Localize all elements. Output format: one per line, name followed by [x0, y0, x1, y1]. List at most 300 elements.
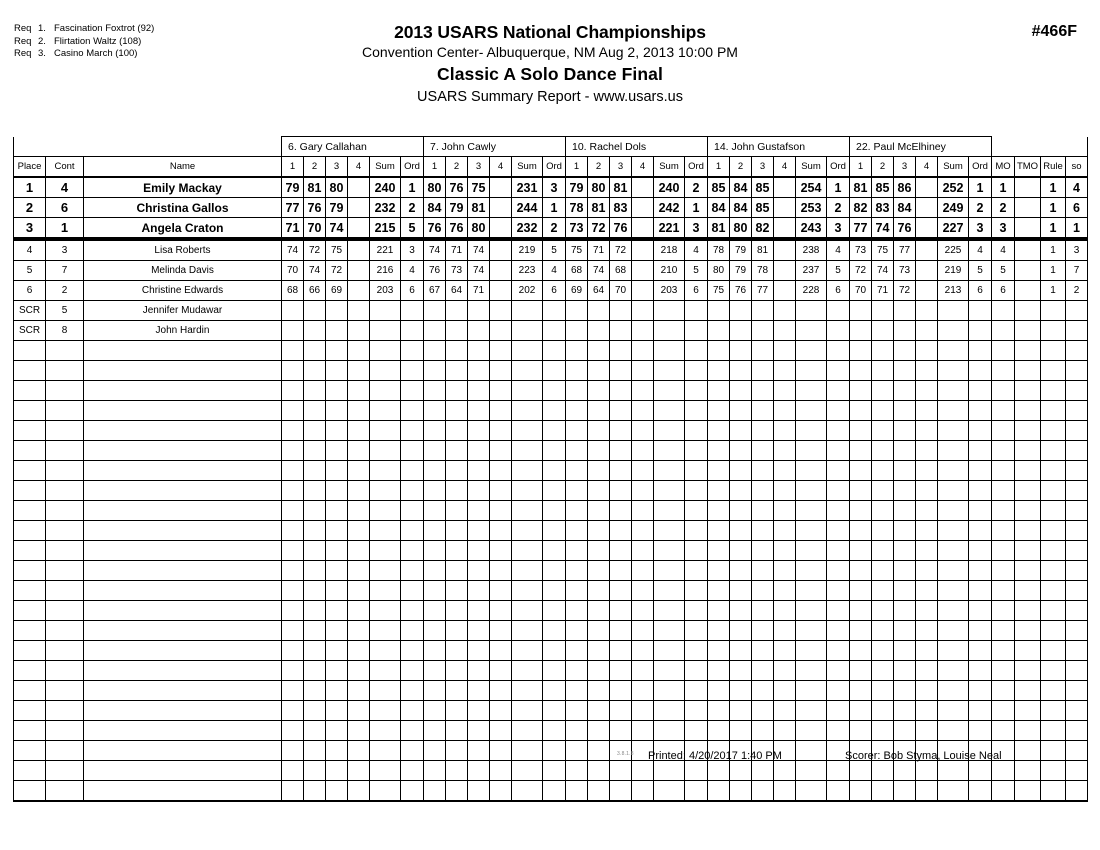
cell-empty: [446, 781, 468, 802]
table-row-empty[interactable]: [14, 701, 1088, 721]
cell-skater-name: [84, 761, 282, 781]
cell-empty: [304, 441, 326, 461]
table-row-empty[interactable]: [14, 601, 1088, 621]
cell-empty: [938, 761, 969, 781]
cell-skater-name: [84, 401, 282, 421]
cell-empty: [938, 681, 969, 701]
cell-judge5-ord: [969, 301, 992, 321]
cell-judge3-score3: 83: [610, 198, 632, 218]
cell-empty: [468, 481, 490, 501]
table-row-empty[interactable]: [14, 421, 1088, 441]
cell-empty: [916, 701, 938, 721]
cell-judge5-score2: 74: [872, 261, 894, 281]
cell-empty: [326, 641, 348, 661]
cell-judge3-score4: [632, 239, 654, 261]
cell-empty: [752, 641, 774, 661]
cell-empty: [326, 761, 348, 781]
cell-empty: [872, 681, 894, 701]
cell-skater-name: Melinda Davis: [84, 261, 282, 281]
table-row-empty[interactable]: [14, 641, 1088, 661]
cell-empty: [543, 601, 566, 621]
header-judge3-score4: 4: [632, 157, 654, 178]
cell-empty: [894, 381, 916, 401]
cell-empty: [468, 501, 490, 521]
cell-empty: [1066, 341, 1088, 361]
cell-judge3-score3: [610, 301, 632, 321]
cell-skater-name: [84, 541, 282, 561]
cell-empty: [850, 361, 872, 381]
cell-judge3-ord: 5: [685, 261, 708, 281]
cell-empty: [348, 661, 370, 681]
cell-judge2-score1: 74: [424, 239, 446, 261]
cell-empty: [512, 781, 543, 802]
cell-empty: [752, 521, 774, 541]
cell-empty: [992, 521, 1015, 541]
cell-empty: [370, 721, 401, 741]
cell-judge3-score3: [610, 321, 632, 341]
cell-empty: [894, 501, 916, 521]
header-judge2-score2: 2: [446, 157, 468, 178]
cell-empty: [992, 661, 1015, 681]
cell-judge5-ord: 3: [969, 218, 992, 240]
cell-empty: [916, 621, 938, 641]
cell-empty: [752, 781, 774, 802]
header-judge2-score1: 1: [424, 157, 446, 178]
cell-empty: [916, 501, 938, 521]
cell-empty: [512, 421, 543, 441]
cell-empty: [992, 541, 1015, 561]
cell-judge5-score4: [916, 281, 938, 301]
cell-empty: [588, 401, 610, 421]
cell-empty: [654, 541, 685, 561]
cell-empty: [304, 681, 326, 701]
cell-empty: [512, 341, 543, 361]
cell-empty: [827, 501, 850, 521]
header-judge5-score3: 3: [894, 157, 916, 178]
cell-judge5-score2: 74: [872, 218, 894, 240]
header-judge2-sum: Sum: [512, 157, 543, 178]
table-row-empty[interactable]: [14, 681, 1088, 701]
cell-judge3-score3: 81: [610, 177, 632, 198]
cell-empty: [938, 661, 969, 681]
cell-empty: [685, 441, 708, 461]
cell-judge2-ord: 1: [543, 198, 566, 218]
cell-skater-name: [84, 501, 282, 521]
cell-empty: [1041, 381, 1066, 401]
cell-empty: [1015, 741, 1041, 761]
cell-empty: [588, 761, 610, 781]
cell-empty: [632, 641, 654, 661]
cell-place: 2: [14, 198, 46, 218]
header-judge3-score2: 2: [588, 157, 610, 178]
header-judge4-score4: 4: [774, 157, 796, 178]
cell-judge3-score2: [588, 301, 610, 321]
cell-empty: [685, 621, 708, 641]
cell-empty: [827, 441, 850, 461]
cell-judge4-ord: [827, 301, 850, 321]
cell-empty: [490, 581, 512, 601]
cell-mo: [992, 321, 1015, 341]
cell-empty: [1066, 521, 1088, 541]
judge-name-5: 22. Paul McElhiney: [850, 137, 992, 157]
cell-judge3-score1: 78: [566, 198, 588, 218]
cell-empty: [992, 621, 1015, 641]
cell-empty: [401, 341, 424, 361]
cell-empty: [992, 401, 1015, 421]
cell-judge3-score4: [632, 218, 654, 240]
cell-empty: [446, 701, 468, 721]
cell-empty: [894, 681, 916, 701]
cell-skater-name: [84, 481, 282, 501]
cell-empty: [282, 681, 304, 701]
cell-empty: [1015, 461, 1041, 481]
cell-empty: [685, 561, 708, 581]
cell-judge2-ord: [543, 301, 566, 321]
cell-judge1-sum: 221: [370, 239, 401, 261]
cell-empty: [730, 761, 752, 781]
requirement-text: Fascination Foxtrot (92): [54, 23, 155, 34]
cell-empty: [774, 601, 796, 621]
cell-empty: [992, 581, 1015, 601]
cell-empty: [348, 461, 370, 481]
cell-empty: [827, 521, 850, 541]
cell-empty: [1015, 581, 1041, 601]
score-sheet: [13, 136, 1088, 802]
cell-empty: [401, 721, 424, 741]
cell-judge5-score3: [894, 321, 916, 341]
cell-empty: [282, 421, 304, 441]
cell-empty: [424, 581, 446, 601]
cell-empty: [543, 461, 566, 481]
cell-judge5-score1: 77: [850, 218, 872, 240]
cell-empty: [916, 581, 938, 601]
cell-empty: [730, 621, 752, 641]
cell-judge1-score3: 79: [326, 198, 348, 218]
cell-empty: [1066, 501, 1088, 521]
cell-empty: [282, 581, 304, 601]
cell-judge3-score1: [566, 321, 588, 341]
cell-empty: [401, 781, 424, 802]
cell-empty: [1041, 441, 1066, 461]
table-row[interactable]: [14, 218, 1088, 240]
cell-empty: [752, 661, 774, 681]
cell-empty: [708, 681, 730, 701]
cell-empty: [796, 541, 827, 561]
cell-place: [14, 661, 46, 681]
cell-empty: [543, 621, 566, 641]
cell-judge1-ord: 5: [401, 218, 424, 240]
cell-empty: [1015, 661, 1041, 681]
cell-judge4-score4: [774, 321, 796, 341]
table-row-empty[interactable]: [14, 341, 1088, 361]
cell-empty: [796, 661, 827, 681]
cell-empty: [872, 721, 894, 741]
table-row-empty[interactable]: [14, 521, 1088, 541]
cell-empty: [610, 461, 632, 481]
cell-empty: [543, 701, 566, 721]
cell-judge1-score3: 75: [326, 239, 348, 261]
cell-empty: [446, 721, 468, 741]
cell-judge2-score4: [490, 281, 512, 301]
table-row[interactable]: [14, 261, 1088, 281]
cell-judge2-score4: [490, 261, 512, 281]
cell-empty: [1041, 581, 1066, 601]
table-row-empty[interactable]: [14, 401, 1088, 421]
cell-empty: [774, 341, 796, 361]
cell-empty: [446, 421, 468, 441]
cell-judge4-score3: 82: [752, 218, 774, 240]
cell-judge2-score4: [490, 321, 512, 341]
cell-empty: [632, 541, 654, 561]
cell-judge1-score2: [304, 321, 326, 341]
cell-empty: [654, 681, 685, 701]
cell-empty: [610, 441, 632, 461]
table-row[interactable]: [14, 239, 1088, 261]
table-row[interactable]: [14, 177, 1088, 198]
cell-empty: [424, 681, 446, 701]
cell-empty: [850, 701, 872, 721]
cell-empty: [774, 381, 796, 401]
cell-judge5-score4: [916, 261, 938, 281]
cell-judge2-sum: [512, 321, 543, 341]
cell-empty: [543, 761, 566, 781]
cell-judge4-score4: [774, 239, 796, 261]
cell-empty: [752, 541, 774, 561]
cell-skater-name: [84, 641, 282, 661]
cell-judge4-score4: [774, 198, 796, 218]
cell-empty: [827, 581, 850, 601]
cell-empty: [512, 741, 543, 761]
cell-empty: [1041, 781, 1066, 802]
cell-empty: [446, 441, 468, 461]
cell-empty: [401, 561, 424, 581]
cell-empty: [774, 701, 796, 721]
cell-skater-name: [84, 661, 282, 681]
cell-judge3-sum: 240: [654, 177, 685, 198]
version-tag: 3.8.1.8: [617, 751, 634, 757]
score-table: [13, 136, 1088, 802]
cell-empty: [894, 481, 916, 501]
cell-empty: [588, 681, 610, 701]
cell-judge1-score4: [348, 301, 370, 321]
cell-judge1-ord: 6: [401, 281, 424, 301]
cell-empty: [1015, 561, 1041, 581]
cell-judge4-ord: 3: [827, 218, 850, 240]
cell-place: [14, 641, 46, 661]
printed-value: 4/20/2017 1:40 PM: [688, 750, 782, 762]
cell-empty: [610, 601, 632, 621]
cell-judge5-score1: 81: [850, 177, 872, 198]
cell-judge2-score4: [490, 301, 512, 321]
cell-empty: [401, 581, 424, 601]
cell-empty: [401, 641, 424, 661]
cell-empty: [610, 521, 632, 541]
cell-judge3-ord: 1: [685, 198, 708, 218]
header-judge1-sum: Sum: [370, 157, 401, 178]
cell-empty: [401, 501, 424, 521]
cell-cont: [46, 701, 84, 721]
cell-empty: [512, 501, 543, 521]
cell-empty: [446, 481, 468, 501]
cell-empty: [424, 781, 446, 802]
cell-empty: [468, 521, 490, 541]
table-row-empty[interactable]: [14, 761, 1088, 781]
table-row-empty[interactable]: [14, 721, 1088, 741]
cell-empty: [370, 681, 401, 701]
cell-place: 3: [14, 218, 46, 240]
header-judge2-score4: 4: [490, 157, 512, 178]
cell-empty: [992, 441, 1015, 461]
cell-empty: [969, 481, 992, 501]
header-rule: Rule: [1041, 157, 1066, 178]
cell-empty: [938, 381, 969, 401]
cell-judge2-score2: 76: [446, 218, 468, 240]
cell-empty: [490, 621, 512, 641]
cell-judge4-score2: 84: [730, 198, 752, 218]
tail-band-spacer: [992, 137, 1088, 157]
cell-empty: [424, 501, 446, 521]
cell-empty: [827, 781, 850, 802]
table-row-empty[interactable]: [14, 661, 1088, 681]
cell-empty: [827, 721, 850, 741]
cell-empty: [468, 441, 490, 461]
cell-empty: [543, 641, 566, 661]
cell-judge3-score3: 68: [610, 261, 632, 281]
cell-empty: [566, 581, 588, 601]
cell-empty: [708, 601, 730, 621]
cell-place: [14, 561, 46, 581]
cell-judge3-score4: [632, 177, 654, 198]
cell-judge1-score3: 80: [326, 177, 348, 198]
cell-empty: [827, 361, 850, 381]
cell-place: [14, 741, 46, 761]
header-judge1-score3: 3: [326, 157, 348, 178]
cell-empty: [708, 501, 730, 521]
cell-judge4-ord: 1: [827, 177, 850, 198]
cell-empty: [894, 441, 916, 461]
cell-empty: [490, 641, 512, 661]
cell-empty: [774, 681, 796, 701]
header-judge1-score1: 1: [282, 157, 304, 178]
cell-empty: [304, 401, 326, 421]
cell-empty: [1015, 441, 1041, 461]
cell-cont: [46, 661, 84, 681]
table-row-empty[interactable]: [14, 561, 1088, 581]
cell-empty: [752, 461, 774, 481]
cell-empty: [282, 361, 304, 381]
cell-empty: [304, 541, 326, 561]
table-row-empty[interactable]: [14, 581, 1088, 601]
cell-judge1-sum: 216: [370, 261, 401, 281]
cell-empty: [938, 361, 969, 381]
cell-empty: [348, 581, 370, 601]
cell-empty: [872, 341, 894, 361]
cell-empty: [490, 501, 512, 521]
cell-judge2-score2: [446, 301, 468, 321]
table-row-empty[interactable]: [14, 781, 1088, 802]
cell-empty: [348, 781, 370, 802]
cell-empty: [938, 781, 969, 802]
cell-empty: [872, 601, 894, 621]
cell-empty: [730, 421, 752, 441]
cell-judge2-ord: 2: [543, 218, 566, 240]
cell-empty: [730, 341, 752, 361]
table-row[interactable]: [14, 301, 1088, 321]
cell-judge4-score2: [730, 301, 752, 321]
cell-empty: [610, 701, 632, 721]
table-row[interactable]: [14, 198, 1088, 218]
cell-judge2-score3: 81: [468, 198, 490, 218]
cell-empty: [282, 541, 304, 561]
venue-line: Convention Center- Albuquerque, NM Aug 2, 2013 10:00 PM: [362, 44, 738, 60]
table-row-empty[interactable]: [14, 481, 1088, 501]
cell-empty: [588, 461, 610, 481]
cell-empty: [730, 701, 752, 721]
cell-rule: 1: [1041, 261, 1066, 281]
cell-empty: [708, 441, 730, 461]
cell-empty: [969, 661, 992, 681]
cell-judge1-ord: 2: [401, 198, 424, 218]
cell-empty: [348, 341, 370, 361]
cell-empty: [1066, 541, 1088, 561]
judge-band-spacer: [14, 137, 282, 157]
table-row-empty[interactable]: [14, 381, 1088, 401]
cell-judge1-score3: 74: [326, 218, 348, 240]
cell-empty: [282, 501, 304, 521]
cell-empty: [1041, 741, 1066, 761]
cell-skater-name: [84, 521, 282, 541]
table-row-empty[interactable]: [14, 541, 1088, 561]
cell-empty: [446, 681, 468, 701]
cell-empty: [827, 481, 850, 501]
cell-empty: [490, 361, 512, 381]
table-row[interactable]: [14, 321, 1088, 341]
cell-empty: [752, 501, 774, 521]
cell-empty: [566, 661, 588, 681]
cell-empty: [446, 601, 468, 621]
cell-judge2-score2: 76: [446, 177, 468, 198]
cell-empty: [424, 701, 446, 721]
cell-skater-name: [84, 581, 282, 601]
table-row-empty[interactable]: [14, 621, 1088, 641]
cell-empty: [282, 761, 304, 781]
cell-empty: [304, 701, 326, 721]
cell-empty: [1041, 361, 1066, 381]
cell-empty: [654, 661, 685, 681]
table-row-empty[interactable]: [14, 441, 1088, 461]
table-row-empty[interactable]: [14, 461, 1088, 481]
cell-empty: [610, 541, 632, 561]
cell-empty: [490, 421, 512, 441]
table-row[interactable]: [14, 281, 1088, 301]
cell-empty: [850, 641, 872, 661]
cell-skater-name: Jennifer Mudawar: [84, 301, 282, 321]
cell-empty: [969, 401, 992, 421]
cell-empty: [304, 781, 326, 802]
cell-empty: [566, 701, 588, 721]
cell-empty: [610, 681, 632, 701]
table-row-empty[interactable]: [14, 501, 1088, 521]
cell-empty: [566, 461, 588, 481]
cell-empty: [708, 481, 730, 501]
cell-empty: [796, 481, 827, 501]
table-row-empty[interactable]: [14, 361, 1088, 381]
cell-empty: [894, 641, 916, 661]
cell-empty: [850, 581, 872, 601]
cell-empty: [796, 501, 827, 521]
cell-empty: [938, 401, 969, 421]
cell-judge4-ord: 4: [827, 239, 850, 261]
